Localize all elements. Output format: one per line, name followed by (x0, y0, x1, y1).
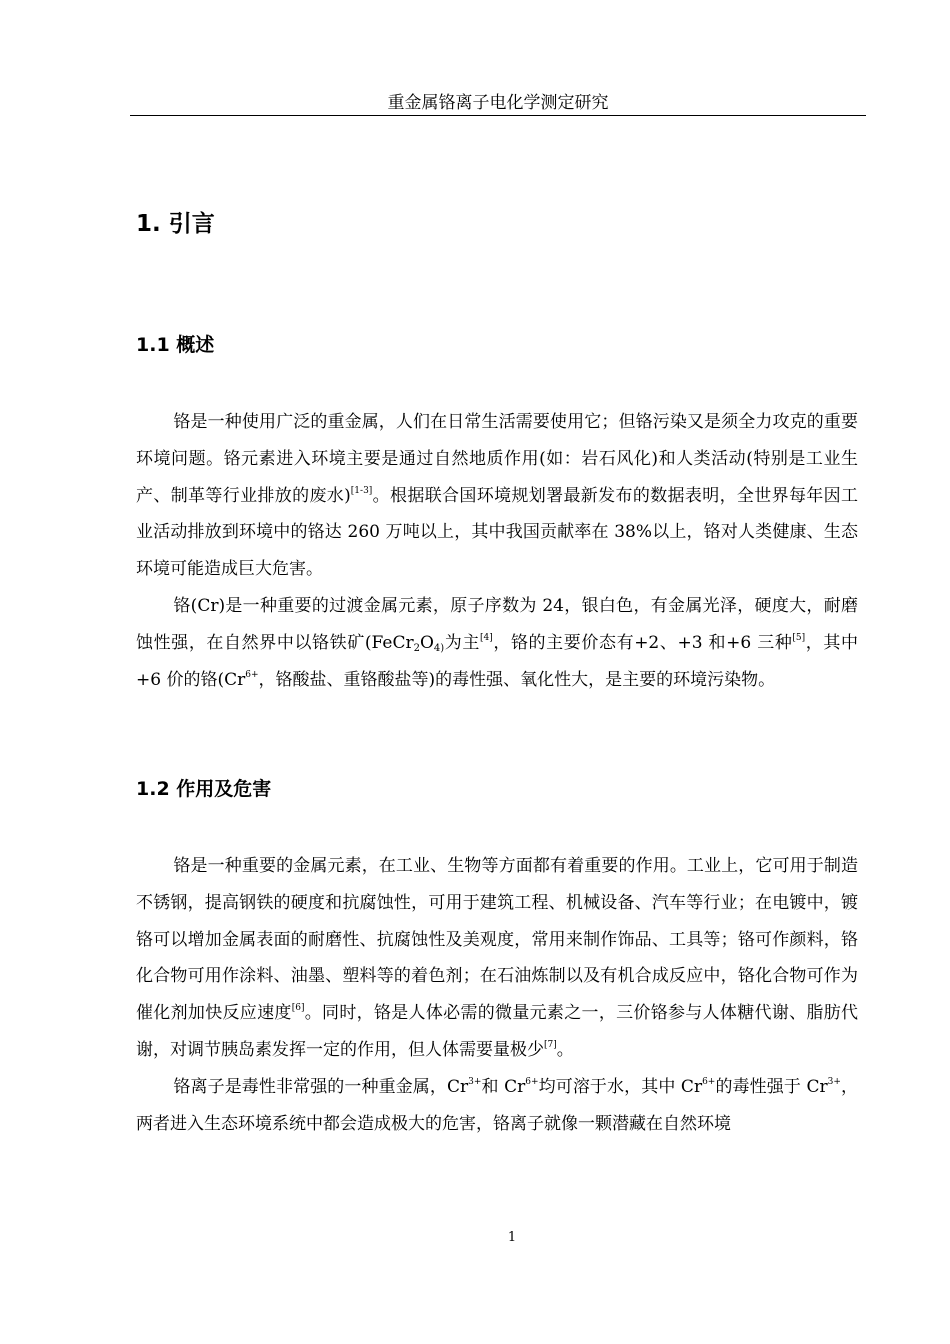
citation: [4] (479, 632, 493, 643)
section-title-overview: 1.1 概述 (136, 334, 215, 356)
paragraph-text: 为主 (444, 632, 480, 653)
citation: [6] (291, 1003, 305, 1014)
paragraph (136, 848, 858, 1069)
paragraph-text: 。 (556, 1039, 574, 1060)
paragraph-text: 铬离子是毒性非常强的一种重金属，Cr (173, 1076, 469, 1097)
ion-charge: 3+ (827, 1076, 841, 1087)
chapter-title: 1. 引言 (136, 211, 215, 237)
page-number: 1 (507, 1230, 517, 1245)
subscript: 2 (413, 642, 420, 654)
paragraph-text: 。根据联合国环境规划署最新发布的数据表明，全世界每年因工业活动排放到环境中的铬达 260 万吨以上，其中我国贡献率在 38%以上，铬对人类健康、生态环境可能造成巨大危害。 (136, 485, 859, 580)
citation: [5] (792, 632, 806, 643)
paragraph-text: ，两者进入生态环境系统中都会造成极大的危害，铬离子就像一颗潜藏在自然环境 (136, 1076, 858, 1134)
paragraph (136, 588, 858, 698)
paragraph-text: 铬是一种使用广泛的重金属，人们在日常生活需要使用它；但铬污染又是须全力攻克的重要环境问题。铬元素进入环境主要是通过自然地质作用(如：岩石风化)和人类活动(特别是工业生产、制革等行业排放的废水) (136, 412, 858, 506)
paragraph-text: 。同时，铬是人体必需的微量元素之一，三价铬参与人体糖代谢、脂肪代谢，对调节胰岛素发挥一定的作用，但人体需要量极少 (136, 1003, 859, 1060)
paragraph-text: ，其中+6 价的铬(Cr (136, 632, 858, 690)
citation: [1-3] (350, 485, 373, 496)
ion-charge: 6+ (525, 1076, 539, 1087)
paragraph-text: 铬是一种重要的金属元素，在工业、生物等方面都有着重要的作用。工业上，它可用于制造不锈钢，提高钢铁的硬度和抗腐蚀性，可用于建筑工程、机械设备、汽车等行业；在电镀中，镀铬可以增加金属表面的耐磨性、抗腐蚀性及美观度，常用来制作饰品、工具等；铬可作颜料，铬化合物可用作涂料、油墨、塑料等的着色剂；在石油炼制以及有机合成反应中，铬化合物可作为催化剂加快反应速度 (136, 856, 858, 1024)
paragraph-text: 和 Cr (481, 1076, 526, 1097)
paragraph-text: ，铬的主要价态有+2、+3 和+6 三种 (492, 632, 793, 653)
paragraph-text: 的毒性强于 Cr (715, 1076, 828, 1097)
subscript: 4) (433, 642, 445, 654)
ion-charge: 3+ (468, 1076, 482, 1087)
section-body-effects-hazards (136, 848, 858, 1142)
citation: [7] (544, 1039, 557, 1050)
paragraph-text: ，铬酸盐、重铬酸盐等)的毒性强、氧化性大，是主要的环境污染物。 (258, 669, 776, 690)
paragraph-text: 均可溶于水，其中 Cr (538, 1076, 703, 1097)
running-header: 重金属铬离子电化学测定研究 (130, 92, 866, 116)
section-title-effects-hazards: 1.2 作用及危害 (136, 778, 272, 800)
paragraph-text: O (419, 632, 434, 653)
section-body-overview (136, 404, 858, 698)
ion-charge: 6+ (702, 1076, 716, 1087)
paragraph (136, 1069, 858, 1143)
paragraph (136, 404, 858, 588)
ion-charge: 6+ (245, 669, 259, 680)
paragraph-text: 铬(Cr)是一种重要的过渡金属元素，原子序数为 24，银白色，有金属光泽，硬度大，耐磨蚀性强，在自然界中以铬铁矿(FeCr (136, 595, 858, 653)
